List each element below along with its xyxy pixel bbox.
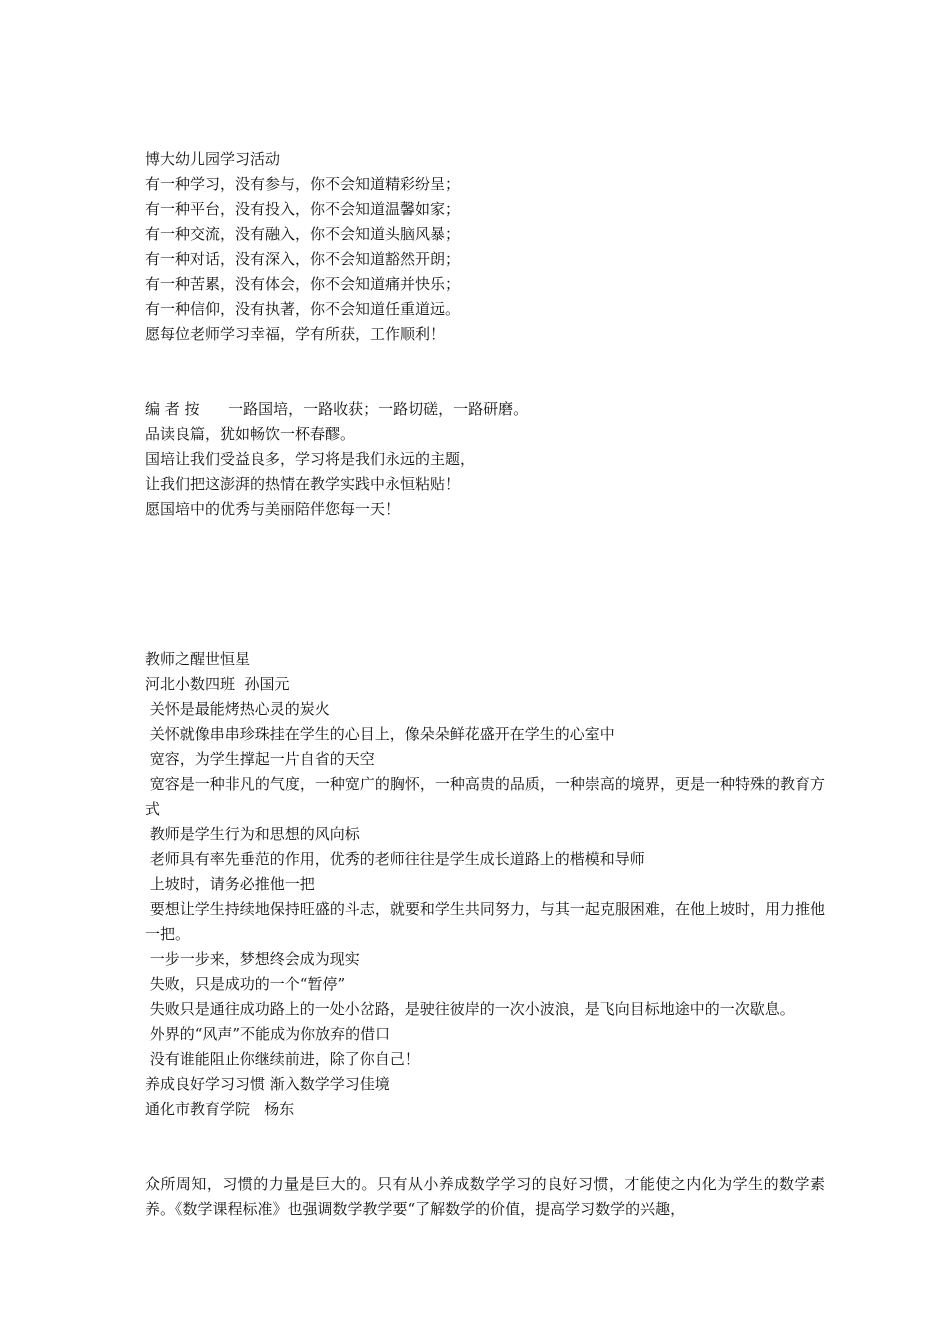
article-body-paragraph: 宽容是一种非凡的气度，一种宽广的胸怀，一种高贵的品质，一种崇高的境界，更是一种特殊的教育方式 (145, 775, 825, 818)
poem-closing-line: 愿每位老师学习幸福，学有所获，工作顺利！ (145, 325, 446, 343)
poem-section (145, 147, 825, 347)
habit-article-title: 养成良好学习习惯 渐入数学学习佳境 (145, 1075, 390, 1093)
article-heading: 上坡时，请务必推他一把 (145, 875, 315, 893)
article-heading: 一步一步来，梦想终会成为现实 (145, 950, 360, 968)
article-heading: 外界的“风声”不能成为你放弃的借口 (145, 1025, 391, 1043)
article-section (145, 647, 825, 1122)
article-body-line: 没有谁能阻止你继续前进，除了你自己！ (145, 1050, 420, 1068)
editor-note-heading-line: 编 者 按 一路国培，一路收获；一路切磋，一路研磨。 (145, 400, 529, 418)
article-body-line: 关怀就像串串珍珠挂在学生的心目上，像朵朵鲜花盛开在学生的心室中 (145, 725, 615, 743)
poem-line: 有一种苦累，没有体会，你不会知道痛并快乐； (145, 275, 461, 293)
poem-line: 有一种学习，没有参与，你不会知道精彩纷呈； (145, 175, 461, 193)
poem-line: 有一种信仰，没有执著，你不会知道任重道远。 (145, 300, 461, 318)
habit-body-section (145, 1172, 825, 1222)
editor-note-line: 愿国培中的优秀与美丽陪伴您每一天！ (145, 500, 401, 518)
habit-article-author: 通化市教育学院 杨东 (145, 1100, 295, 1118)
article-author: 河北小数四班 孙国元 (145, 675, 290, 693)
article-body-line: 老师具有率先垂范的作用，优秀的老师往往是学生成长道路上的楷模和导师 (145, 850, 645, 868)
article-heading: 宽容，为学生撑起一片自省的天空 (145, 750, 375, 768)
article-body-paragraph: 失败只是通往成功路上的一处小岔路，是驶往彼岸的一次小波浪，是飞向目标地途中的一次歇息。 (145, 1000, 795, 1018)
article-body-paragraph: 要想让学生持续地保持旺盛的斗志，就要和学生共同努力，与其一起克服困难，在他上坡时，用力推他一把。 (145, 900, 825, 943)
poem-line: 有一种对话，没有深入，你不会知道豁然开朗； (145, 250, 461, 268)
article-heading: 教师是学生行为和思想的风向标 (145, 825, 360, 843)
editor-note-section (145, 397, 825, 522)
article-title: 教师之醒世恒星 (145, 650, 251, 668)
editor-note-line: 让我们把这澎湃的热情在教学实践中永恒粘贴！ (145, 475, 461, 493)
poem-title: 博大幼儿园学习活动 (145, 150, 281, 168)
poem-line: 有一种交流，没有融入，你不会知道头脑风暴； (145, 225, 461, 243)
editor-note-line: 国培让我们受益良多，学习将是我们永远的主题， (145, 450, 476, 468)
article-heading: 关怀是最能烤热心灵的炭火 (145, 700, 330, 718)
poem-line: 有一种平台，没有投入，你不会知道温馨如家； (145, 200, 461, 218)
habit-body-paragraph: 众所周知，习惯的力量是巨大的。只有从小养成数学学习的良好习惯，才能使之内化为学生的数学素养。《数学课程标准》也强调数学教学要“了解数学的价值，提高学习数学的兴趣， (145, 1175, 825, 1218)
article-heading: 失败，只是成功的一个“暂停” (145, 975, 346, 993)
editor-note-line: 品读良篇，犹如畅饮一杯春醪。 (145, 425, 356, 443)
